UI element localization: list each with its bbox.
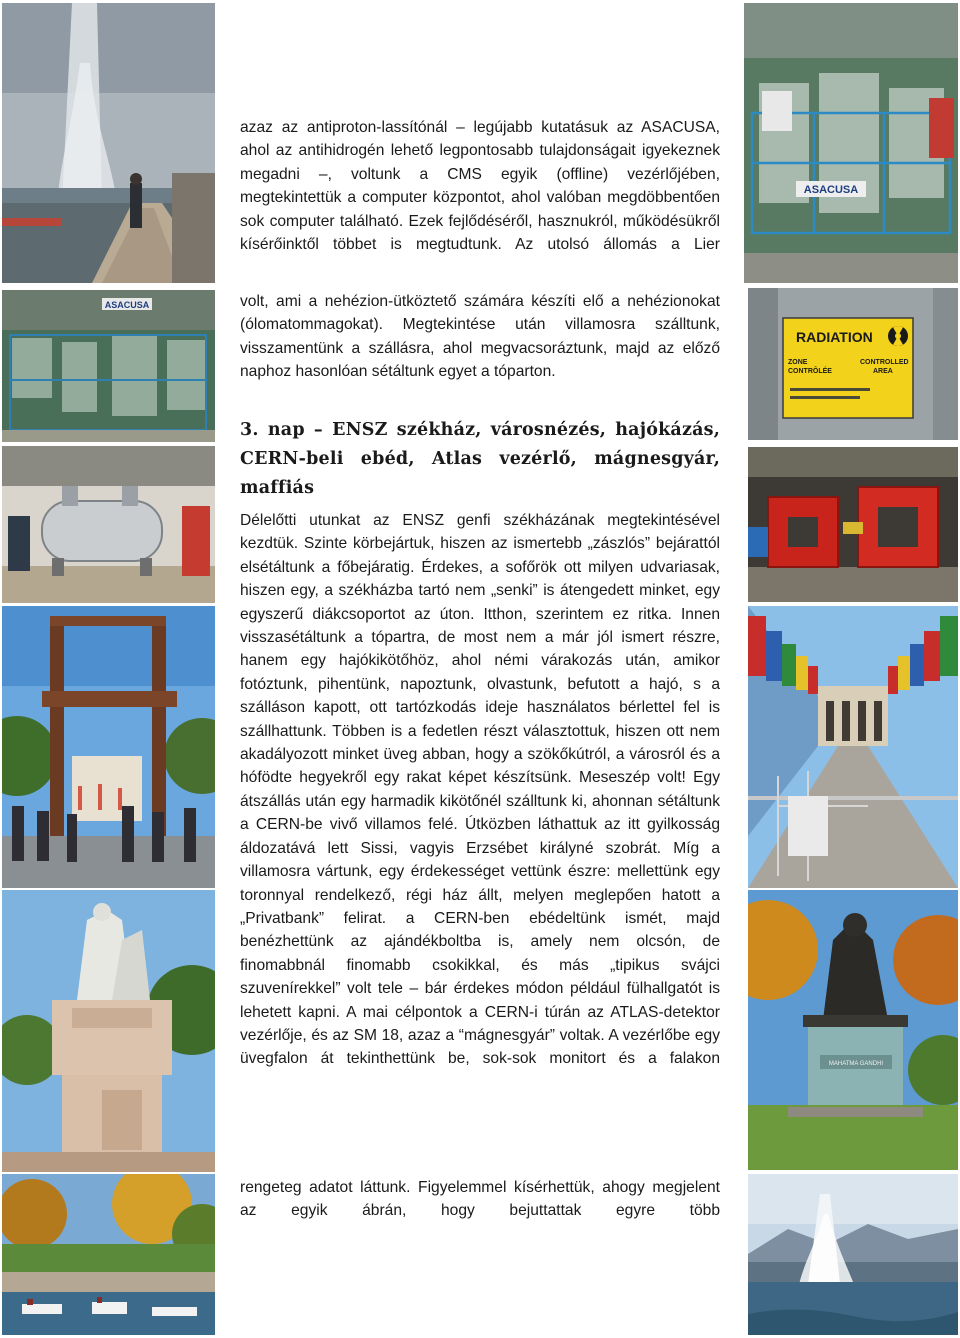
photo-jet-deau-lake <box>748 1174 958 1335</box>
radiation-title: RADIATION <box>796 329 873 345</box>
photo-monument-statue <box>2 890 215 1172</box>
radiation-zone-fr: CONTRÔLÉE <box>788 368 832 375</box>
text-block-1 <box>240 116 720 256</box>
photo-cryostat-exhibit <box>2 446 215 603</box>
photo-asacusa-experiment <box>744 3 958 283</box>
paragraph-lier: volt, ami a nehézion-ütköztető számára készíti elő a nehézionokat (ólomatommagokat). Megtekintése után villamosra szálltunk, visszamentünk a szállásra, ahol megvacsoráztunk, majd az előző naphoz hasonlóan sétáltunk egyet a tóparton. <box>240 293 720 381</box>
paragraph-asacusa: azaz az antiproton-lassítónál – legújabb kutatásuk az ASACUSA, ahol az antihidrogén lehető legpontosabb tulajdonságait igyekeznek megadni –, voltunk a CMS egyik (offline) vezérlőjében, megtekintettük a computer központot, ahol valóban megdöbbentően sok computer található. Ezek fejlődéséről, hasznukról, működésükről kísérőinktől többet is megtudtunk. Az utolsó állomás a Lier <box>240 119 720 254</box>
paragraph-continued: rengeteg adatot láttunk. Figyelemmel kísérhettük, ahogy megjelent az egyik ábrán, hogy bejuttattak egyre több <box>240 1179 720 1220</box>
text-block-4 <box>240 1176 720 1223</box>
asacusa-sign-small: ASACUSA <box>104 300 150 310</box>
radiation-zone: ZONE <box>788 359 808 366</box>
radiation-controlled: CONTROLLED <box>860 359 909 366</box>
photo-lakeside-autumn <box>2 1174 215 1335</box>
photo-red-magnets <box>748 447 958 602</box>
photo-radiation-sign <box>748 288 958 440</box>
photo-broken-chair <box>2 606 215 888</box>
photo-un-flags <box>748 606 958 888</box>
radiation-area: AREA <box>873 368 893 375</box>
photo-gandhi-statue <box>748 890 958 1170</box>
day-3-heading: 3. nap – ENSZ székház, városnézés, hajókázás, CERN-beli ebéd, Atlas vezérlő, mágnesgyár, maffiás <box>240 420 720 498</box>
paragraph-day-3: Délelőtti utunkat az ENSZ genfi székházának megtekintésével kezdtük. Szinte körbejártuk, hiszen az ismertebb „zászlós” bejárattól elsétáltunk a főbejáratig. Érdekes, a sofőrök ott milyen udvariasak, hiszen egy, a székházba tartó nem „senki” is átengedett minket, egy egyszerű diákcsoportot az úton. Itthon, szerintem ez ritka. Innen visszasétáltunk a tópartra, de most nem a már jól ismert részre, hanem egy hajókikötőhöz, ahol némi várakozás után, amikor fotóztunk, pihentünk, napoztunk, olvastunk, befutott a hajó, s a szálláson kapott, ott tartózkodás ideje használatos bérlettel fel is szállhattunk. Többen is a fedetlen részt választottuk, hiszen ott nem akadályozott minket üveg abban, hogy a szökőkútról, a városról és a hófödte hegyekről egy rakat képet készítsünk. Meseszép volt! Egy átszállás után egy harmadik kikötőnél szálltunk ki, ahonnan sétáltunk a CERN-be vivő villamos felé. Útközben láthattuk az itt gyilkosság áldozatává lett Sissi, vagyis Erzsébet királyné szobrát. Míg a villamosra vártunk, egy érdekességet vettünk észre: mellettünk egy toronnyal rendelkező, régi ház állt, melyen meglepően hatott a „Privatbank” felirat. a CERN-ben ebédeltünk ismét, majd benézhettünk az ajándékboltba is, amely nem olcsón, de finomabbnál finomabb csokikkal, és más „tipikus svájci szuvenírekkel” volt tele – bár érdekes módon például fülhallgatót is lehetett kapni. A mai célpontok a CERN-i túrán az ATLAS-detektor vezérlője, és az SM 18, azaz a “mágnesgyár” voltak. A vezérlőbe egy üvegfalon át tekinthettünk be, sok-sok monitort és a falakon <box>240 512 720 1068</box>
text-block-3 <box>240 509 720 1071</box>
asacusa-sign: ASACUSA <box>803 184 859 196</box>
photo-asacusa-hall <box>2 290 215 442</box>
photo-jet-deau-pier <box>2 3 215 283</box>
text-block-2 <box>240 290 720 384</box>
statue-plinth-text: MAHATMA GANDHI <box>828 1061 884 1067</box>
